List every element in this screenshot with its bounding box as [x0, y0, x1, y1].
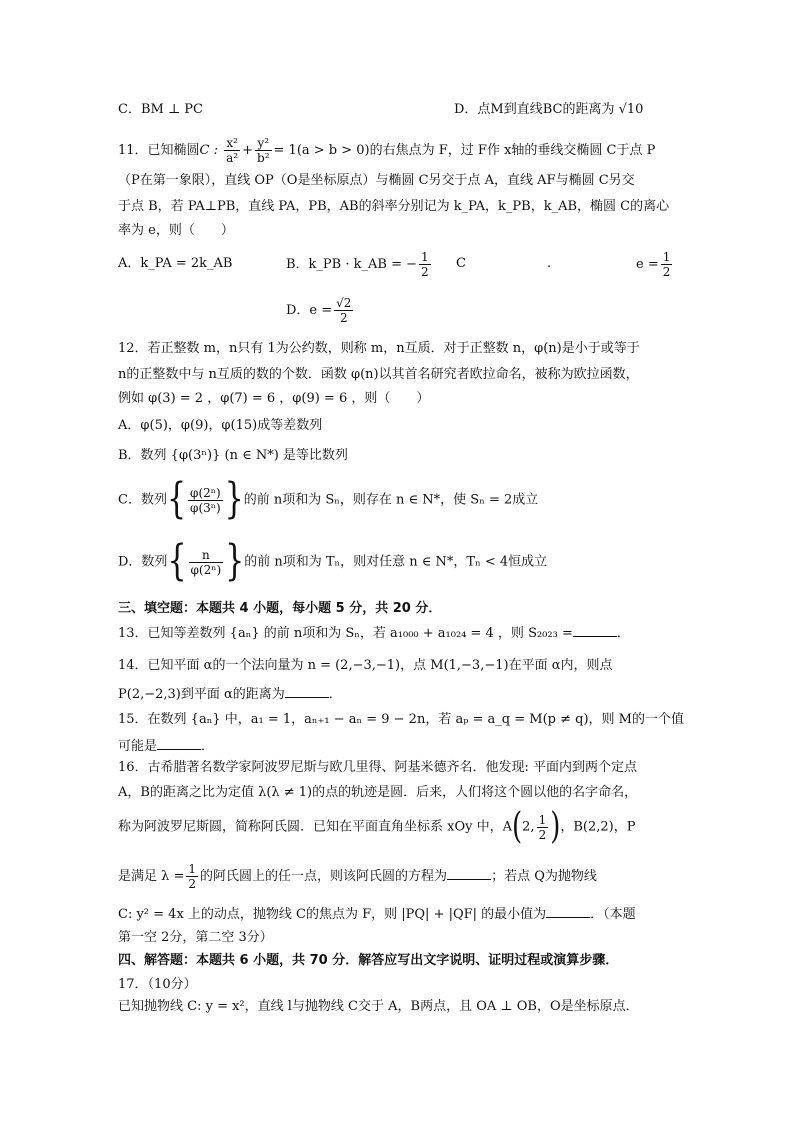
q12-option-c-post: 的前 n项和为 Sₙ，则存在 n ∈ N*，使 Sₙ = 2成立	[243, 492, 539, 508]
q11-option-d-text: D．e =	[286, 303, 333, 318]
q10-option-c: C．BM ⊥ PC	[118, 102, 203, 117]
q12-line1: 12．若正整数 m，n只有 1为公约数，则称 m，n互质．对于正整数 n，φ(n)是小于或等于	[118, 341, 640, 356]
ellipse-eq-tail: = 1(a > b > 0)	[273, 143, 370, 158]
q11-line2: （P在第一象限），直线 OP（O是坐标原点）与椭圆 C另交于点 A，直线 AF与椭圆 C另交	[118, 173, 635, 188]
section-3-heading: 三、填空题：本题共 4 小题，每小题 5 分，共 20 分．	[118, 601, 442, 616]
q12-option-c: C．数列{ $\frac{\text{φ(2ⁿ)}}{\text{φ(3ⁿ)}}$ }的前 n项和为 Sₙ，则存在 n ∈ N*，使 Sₙ = 2成立	[118, 474, 539, 524]
q16-line5	[118, 905, 636, 924]
q12-option-d-post: 的前 n项和为 Tₙ，则对任意 n ∈ N*，Tₙ < 4恒成立	[244, 554, 548, 570]
q11-option-c-label: C	[456, 256, 466, 271]
q14-line1: 14．已知平面 α的一个法向量为 n = (2,−3,−1)，点 M(1,−3,−1)在平面 α内，则点	[118, 658, 613, 673]
ellipse-label: C :	[199, 143, 219, 158]
q16-blank-2	[546, 905, 590, 918]
q16-line2: A，B的距离之比为定值 λ(λ ≠ 1)的点的轨迹是圆．后来，人们将这个圆以他的名字命名，	[118, 785, 638, 800]
q11-line1: 11．已知椭圆C : $\frac{\text{x²}}{\text{a²}}$ + $\frac{\text{y²}}{\text{b²}}$ = 1(a > b > 0)的右焦点为 F，过 F作 x轴的垂线交椭圆 C于点 P	[118, 136, 656, 165]
q11-option-b-text: B．k_PB · k_AB = −	[286, 257, 417, 272]
section-4-heading: 四、解答题：本题共 6 小题，共 70 分．解答应写出文字说明、证明过程或演算步骤．	[118, 953, 619, 968]
q16-line4	[118, 862, 597, 891]
q12-option-d: D．数列{ $\frac{n}{\text{φ(2ⁿ)}}$ }的前 n项和为 Tₙ，则对任意 n ∈ N*，Tₙ < 4恒成立	[118, 536, 548, 586]
q12-option-b: B．数列 {φ(3ⁿ)} (n ∈ N*) 是等比数列	[118, 448, 348, 463]
q16-line4-tail: ；若点 Q为抛物线	[491, 869, 597, 884]
q16-line3-post: ，B(2,2)，P	[560, 819, 636, 835]
q12-option-a: A．φ(5)，φ(9)，φ(15)成等差数列	[118, 418, 323, 433]
q15-line1: 15．在数列 {aₙ} 中，a₁ = 1，aₙ₊₁ − aₙ = 9 − 2n，若 aₚ = a_q = M(p ≠ q)，则 M的一个值	[118, 712, 684, 727]
q16-line4-pre: 是满足 λ =	[118, 869, 185, 884]
lambda-half-fraction: $\frac{1}{2}$	[188, 862, 197, 891]
q11-intro: 11．已知椭圆	[118, 143, 200, 158]
q15-line2-text: 可能是	[118, 739, 158, 754]
q13-text: 13．已知等差数列 {aₙ} 的前 n项和为 Sₙ，若 a₁₀₀₀ + a₁₀₂₄ = 4 ，则 S₂₀₂₃ =	[118, 626, 573, 641]
q12-line3: 例如 φ(3) = 2 ，φ(7) = 6 ，φ(9) = 6 ，则（ ）	[118, 391, 430, 406]
q11-line3: 于点 B，若 PA⊥PB，直线 PA，PB，AB的斜率分别记为 k_PA，k_PB，k_AB，椭圆 C的离心	[118, 199, 670, 214]
point-a-x: 2,	[522, 819, 535, 835]
q12-option-d-pre: D．数列	[118, 554, 168, 570]
q11-line4: 率为 e，则（ ）	[118, 223, 234, 238]
ellipse-frac-x: $\frac{\text{x²}}{\text{a²}}$	[226, 136, 239, 165]
sqrt2-over-2: $\frac{√2}{2}$	[336, 296, 352, 325]
q16-line1: 16．古希腊著名数学家阿波罗尼斯与欧几里得、阿基米德齐名．他发现: 平面内到两个定点	[118, 760, 638, 775]
q15-blank	[157, 737, 201, 750]
q13-blank	[573, 624, 617, 637]
q10-option-d: D．点M到直线BC的距离为 √10	[454, 102, 644, 117]
q11-option-b	[286, 250, 433, 279]
q15-line2: 可能是 ．	[118, 739, 215, 754]
q16-line5-text: C: y² = 4x 上的动点，抛物线 C的焦点为 F，则 |PQ| + |QF| 的最小值为	[118, 907, 547, 922]
q11-line1-rest: 的右焦点为 F，过 F作 x轴的垂线交椭圆 C于点 P	[369, 143, 656, 158]
q16-line3-pre: 称为阿波罗尼斯圆，简称阿氏圆．已知在平面直角坐标系 xOy 中，A	[118, 819, 512, 835]
q17-line1: 已知抛物线 C: y = x²，直线 l与抛物线 C交于 A，B两点，且 OA ⊥ OB，O是坐标原点．	[118, 999, 639, 1014]
q11-option-c-value	[636, 250, 674, 279]
q12-line2: n的正整数中与 n互质的数的个数．函数 φ(n)以其首名研究者欧拉命名，被称为欧拉函数，	[118, 367, 639, 382]
n-over-phi-fraction: $\frac{n}{\text{φ(2ⁿ)}}$	[190, 547, 222, 577]
q16-line3: 称为阿波罗尼斯圆，简称阿氏圆．已知在平面直角坐标系 xOy 中，A(2, $\frac{1}{2}$ )，B(2,2)，P	[118, 806, 636, 848]
ellipse-frac-y: $\frac{\text{y²}}{\text{b²}}$	[257, 136, 270, 165]
q12-option-c-pre: C．数列	[118, 492, 167, 508]
q11-option-d	[286, 296, 355, 325]
q16-line6: 第一空 2分，第二空 3分）	[118, 930, 273, 945]
q16-line4-mid: 的阿氏圆上的任一点，则该阿氏圆的方程为	[200, 869, 448, 884]
q14-line2: P(2,−2,3)到平面 α的距离为 ．	[118, 687, 342, 702]
q11-e-label: e =	[636, 257, 659, 272]
q13: 13．已知等差数列 {aₙ} 的前 n项和为 Sₙ，若 a₁₀₀₀ + a₁₀₂₄ = 4 ，则 S₂₀₂₃ = ．	[118, 626, 630, 641]
phi-ratio-fraction: $\frac{\text{φ(2ⁿ)}}{\text{φ(3ⁿ)}}$	[190, 485, 221, 515]
e-one-half: $\frac{1}{2}$	[662, 250, 671, 279]
q14-blank	[285, 685, 329, 698]
point-a-y-fraction: $\frac{1}{2}$	[538, 812, 547, 842]
q16-blank-1	[447, 867, 491, 880]
q14-line2-text: P(2,−2,3)到平面 α的距离为	[118, 687, 285, 702]
q11-option-c-dot: .	[547, 256, 552, 271]
q16-line5-tail: ．（本题	[590, 907, 636, 922]
one-half-fraction: $\frac{1}{2}$	[421, 250, 429, 279]
q11-option-a: A．k_PA = 2k_AB	[118, 256, 233, 271]
q17-heading: 17．（10分）	[118, 977, 197, 992]
